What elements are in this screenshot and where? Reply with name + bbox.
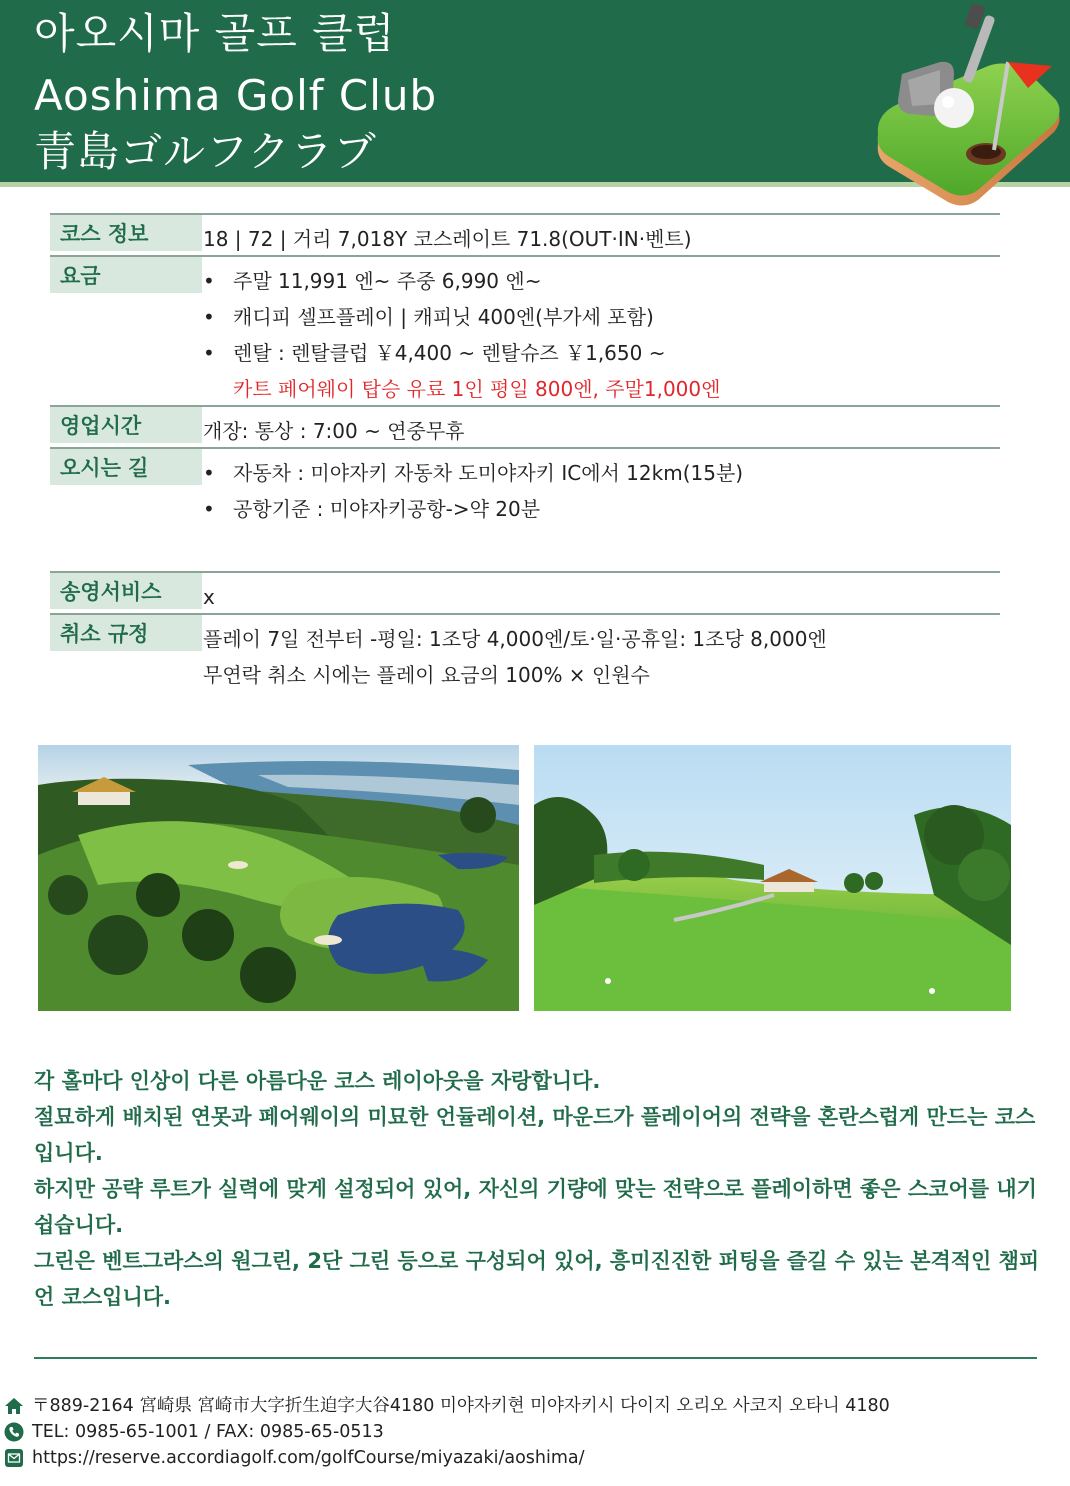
info-label-hours: 영업시간 <box>50 407 202 443</box>
course-info-table <box>50 213 1000 705</box>
course-aerial-photo <box>38 745 519 1011</box>
description-paragraph: 그린은 벤트그라스의 원그린, 2단 그린 등으로 구성되어 있어, 흥미진진한 퍼팅을 즐길 수 있는 본격적인 챔피언 코스입니다. <box>34 1249 1040 1309</box>
mail-icon <box>4 1448 24 1468</box>
footer-contact <box>4 1393 1064 1471</box>
info-label-shuttle: 송영서비스 <box>50 573 202 609</box>
info-row-fees <box>50 255 1000 405</box>
info-row-shuttle <box>50 571 1000 613</box>
footer-phone: TEL: 0985-65-1001 / FAX: 0985-65-0513 <box>32 1422 384 1442</box>
info-label-cancel: 취소 규정 <box>50 615 202 651</box>
info-row-hours <box>50 405 1000 447</box>
description-paragraph: 절묘하게 배치된 연못과 페어웨이의 미묘한 언듈레이션, 마운드가 플레이어의 전략을 혼란스럽게 만드는 코스입니다. <box>34 1105 1036 1165</box>
footer-url-row <box>4 1445 1064 1471</box>
cancel-line: 플레이 7일 전부터 -평일: 1조당 4,000엔/토·일·공휴일: 1조당 8,000엔 <box>203 627 827 651</box>
info-value-fees <box>203 257 1000 407</box>
course-fairway-photo <box>534 745 1011 1011</box>
fee-item: • 캐디피 셀프플레이 | 캐피닛 400엔(부가세 포함) <box>203 299 1000 335</box>
info-label-course: 코스 정보 <box>50 215 202 251</box>
fee-item: • 주말 11,991 엔~ 주중 6,990 엔~ <box>203 263 1000 299</box>
info-row-access <box>50 447 1000 571</box>
access-item: • 공항기준 : 미야자키공항->약 20분 <box>203 491 1000 527</box>
footer-address: 〒889-2164 宮崎県 宮崎市大字折生迫字大谷4180 미야자키현 미야자키시 다이지 오리오 사코지 오타니 4180 <box>32 1396 890 1416</box>
description-paragraph: 하지만 공략 루트가 실력에 맞게 설정되어 있어, 자신의 기량에 맞는 전략으로 플레이하면 좋은 스코어를 내기 쉽습니다. <box>34 1177 1037 1237</box>
title-korean: 아오시마 골프 클럽 <box>34 9 396 58</box>
info-label-fees: 요금 <box>50 257 202 293</box>
footer-phone-row <box>4 1419 1064 1445</box>
footer-address-row <box>4 1393 1064 1419</box>
info-label-access: 오시는 길 <box>50 449 202 485</box>
access-item: • 자동차 : 미야자키 자동차 도미야자키 IC에서 12km(15분) <box>203 455 1000 491</box>
title-english: Aoshima Golf Club <box>34 71 438 120</box>
info-value-cancel <box>203 615 1000 693</box>
phone-icon <box>4 1422 24 1442</box>
cancel-line: 무연락 취소 시에는 플레이 요금의 100% × 인원수 <box>203 663 650 687</box>
info-row-course <box>50 213 1000 255</box>
info-value-shuttle: x <box>203 585 215 609</box>
description-paragraph: 각 홀마다 인상이 다른 아름다운 코스 레이아웃을 자랑합니다. <box>34 1069 601 1093</box>
fee-item: • 렌탈 : 렌탈클럽 ￥4,400 ~ 렌탈슈즈 ￥1,650 ~ <box>203 335 1000 371</box>
footer-url-link[interactable]: https://reserve.accordiagolf.com/golfCourse/miyazaki/aoshima/ <box>32 1448 585 1468</box>
footer-divider <box>34 1357 1037 1359</box>
title-japanese: 青島ゴルフクラブ <box>34 127 377 176</box>
info-value-hours: 개장: 통상 : 7:00 ~ 연중무휴 <box>203 419 465 443</box>
info-value-access <box>203 449 1000 527</box>
golf-club-ball-flag-icon <box>868 4 1064 214</box>
info-value-course: 18 | 72 | 거리 7,018Y 코스레이트 71.8(OUT·IN·벤트) <box>203 227 692 251</box>
info-row-cancel <box>50 613 1000 705</box>
home-icon <box>4 1396 24 1416</box>
cart-fee-note: 카트 페어웨이 탑승 유료 1인 평일 800엔, 주말1,000엔 <box>233 377 721 401</box>
course-description <box>34 1063 1044 1315</box>
